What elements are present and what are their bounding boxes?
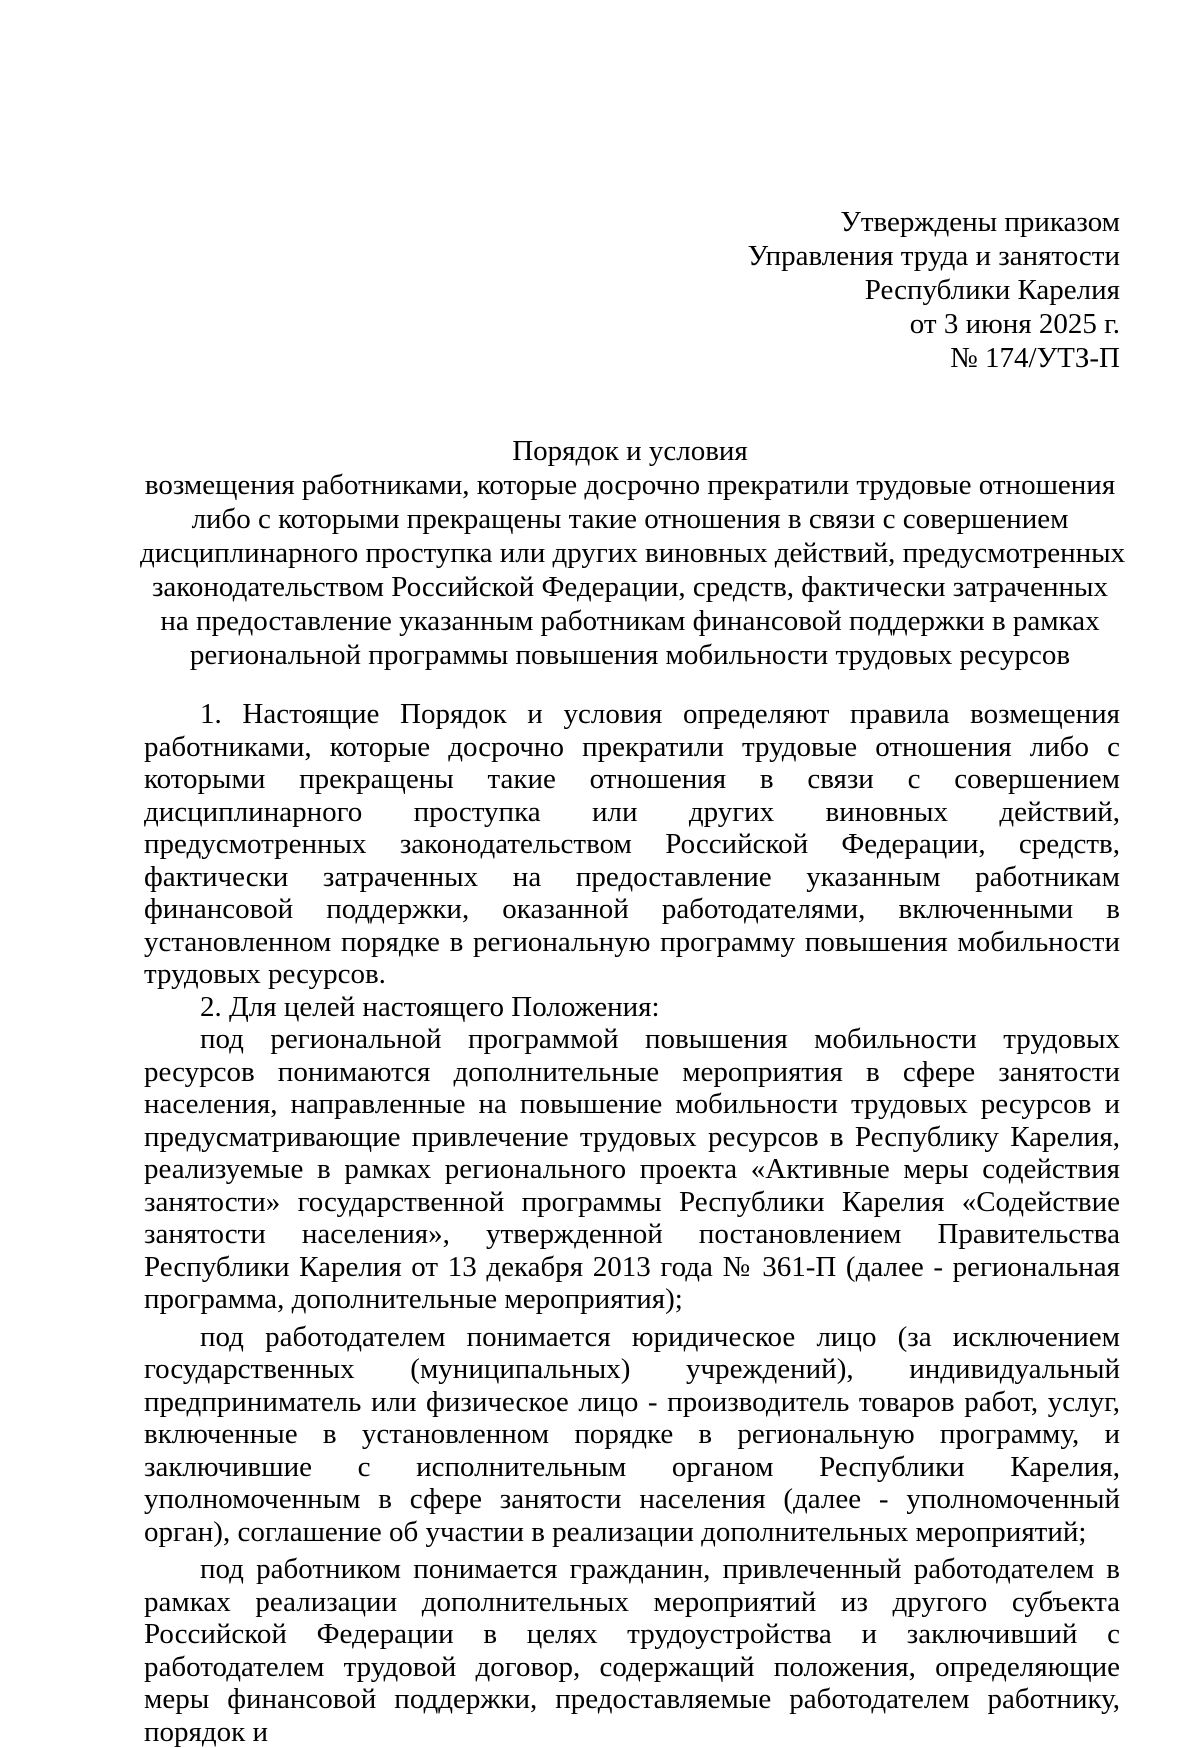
document-body [144,698,1120,1748]
title-line: региональной программы повышения мобильности трудовых ресурсов [189,639,1071,671]
title-line: дисциплинарного проступка или других виновных действий, предусмотренных [140,537,1126,569]
approval-line: Республики Карелия [864,274,1120,306]
document-title [140,434,1126,672]
title-line: либо с которыми прекращены такие отношения в связи с совершением [191,503,1069,535]
paragraph-definition-program: под региональной программой повышения мобильности трудовых ресурсов понимаются дополнительные мероприятия в сфере занятости населения, направленные на повышение мобильности трудовых ресурсов и предусматривающие привлечение трудовых ресурсов в Республику Карелия, реализуемые в рамках регионального проекта «Активные меры содействия занятости» государственной программы Республики Карелия «Содействие занятости населения», утвержденной постановлением Правительства Республики Карелия от 13 декабря 2013 года № 361-П (далее - региональная программа, дополнительные мероприятия); [144,1023,1120,1315]
approval-line: Утверждены приказом [840,206,1120,238]
paragraph-definition-employer: под работодателем понимается юридическое лицо (за исключением государственных (муниципальных) учреждений), индивидуальный предприниматель или физическое лицо - производитель товаров работ, услуг, включенные в установленном порядке в региональную программу, и заключившие с исполнительным органом Республики Карелия, уполномоченным в сфере занятости населения (далее - уполномоченный орган), соглашение об участии в реализации дополнительных мероприятий; [144,1320,1120,1548]
approval-stamp-block [748,205,1120,375]
paragraph-clause-2: 2. Для целей настоящего Положения: [200,990,660,1023]
title-line: возмещения работниками, которые досрочно прекратили трудовые отношения [144,469,1116,501]
approval-date: от 3 июня 2025 г. [909,308,1120,340]
paragraph-definition-employee: под работником понимается гражданин, привлеченный работодателем в рамках реализации дополнительных мероприятий из другого субъекта Российской Федерации в целях трудоустройства и заключивший с работодателем трудовой договор, содержащий положения, определяющие меры финансовой поддержки, предоставляемые работодателем работнику, порядок и [144,1553,1120,1748]
title-line: Порядок и условия [512,435,748,467]
approval-line: Управления труда и занятости [747,240,1120,272]
title-line: на предоставление указанным работникам финансовой поддержки в рамках [160,605,1100,637]
title-line: законодательством Российской Федерации, средств, фактически затраченных [151,571,1109,603]
approval-number: № 174/УТЗ-П [950,342,1120,374]
paragraph-clause-1: 1. Настоящие Порядок и условия определяют правила возмещения работниками, которые досрочно прекратили трудовые отношения либо с которыми прекращены такие отношения в связи с совершением дисциплинарного проступка или других виновных действий, предусмотренных законодательством Российской Федерации, средств, фактически затраченных на предоставление указанным работникам финансовой поддержки, оказанной работодателями, включенными в установленном порядке в региональную программу повышения мобильности трудовых ресурсов. [144,698,1120,990]
